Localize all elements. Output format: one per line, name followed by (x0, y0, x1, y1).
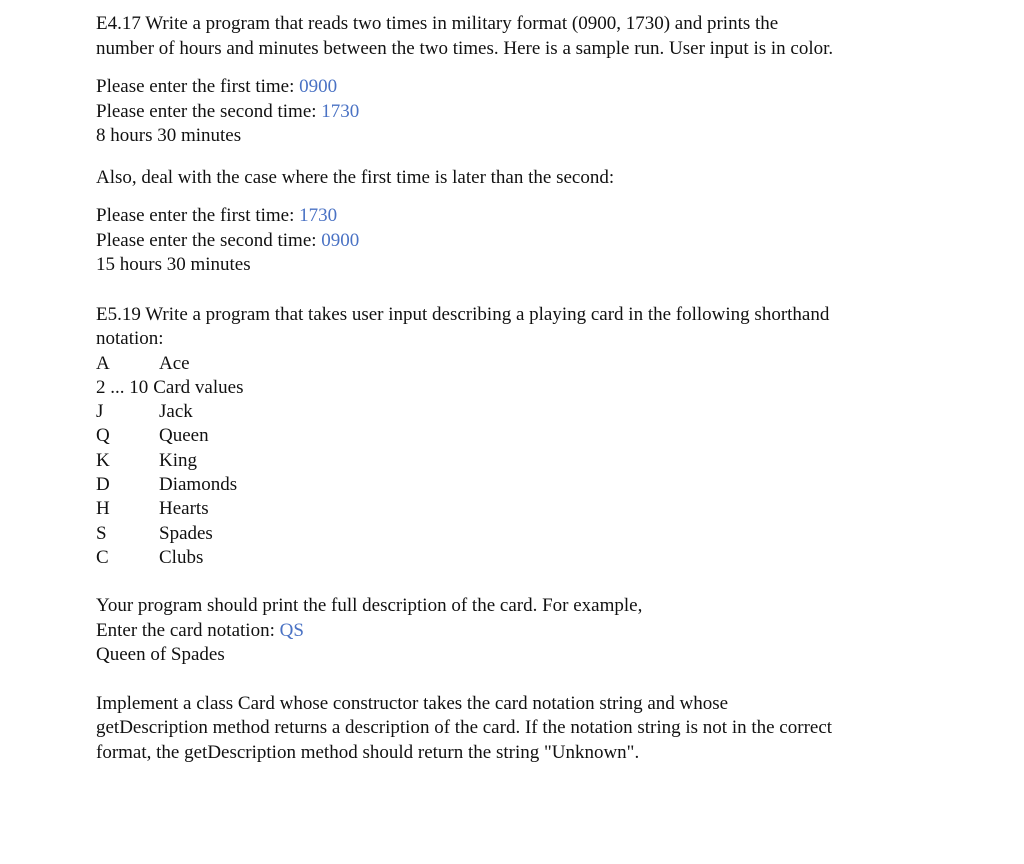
notation-row (96, 424, 956, 448)
notation-key: J (96, 401, 104, 423)
exercise-e5-19 (96, 303, 956, 766)
notation-row (96, 376, 956, 400)
example-prompt (96, 619, 956, 644)
sample-run-1 (96, 75, 956, 149)
document-page (96, 12, 956, 765)
notation-key: D (96, 473, 110, 495)
notation-meaning: Card values (153, 376, 244, 398)
run1-second-label: Please enter the second time: (96, 100, 322, 122)
notation-meaning: Jack (159, 401, 193, 423)
run1-first-label: Please enter the first time: (96, 76, 300, 97)
e519-prompt-line-1: E5.19 Write a program that takes user input describing a playing card in the following shorthand (96, 303, 830, 325)
notation-key: 2 ... 10 (96, 376, 149, 398)
notation-row (96, 449, 956, 473)
example-label: Enter the card notation: (96, 619, 280, 641)
notation-key: S (96, 522, 107, 544)
notation-row (96, 473, 956, 497)
notation-meaning: Diamonds (159, 473, 238, 495)
run1-second-input: 1730 (321, 100, 360, 122)
e417-prompt-line-1: E4.17 Write a program that reads two times in military format (0900, 1730) and prints the (96, 13, 779, 34)
notation-row (96, 522, 956, 546)
notation-table (96, 352, 956, 571)
run2-first-prompt (96, 204, 956, 229)
example-intro: Your program should print the full description of the card. For example, (96, 595, 643, 617)
impl-line-3: format, the getDescription method should return the string "Unknown". (96, 741, 640, 763)
notation-row (96, 400, 956, 424)
also-text: Also, deal with the case where the first time is later than the second: (96, 166, 615, 188)
run2-second-input: 0900 (321, 229, 360, 251)
notation-row (96, 352, 956, 376)
e519-prompt-line-2: notation: (96, 328, 164, 349)
notation-row (96, 546, 956, 570)
notation-meaning: Hearts (159, 498, 209, 520)
run2-second-label: Please enter the second time: (96, 229, 322, 251)
notation-meaning: Spades (159, 522, 213, 544)
notation-meaning: Ace (159, 352, 190, 374)
notation-key: Q (96, 425, 110, 447)
e417-prompt-line-2: number of hours and minutes between the two times. Here is a sample run. User input is in color. (96, 37, 834, 59)
notation-key: H (96, 498, 110, 520)
sample-run-2 (96, 204, 956, 278)
run1-first-input: 0900 (299, 76, 338, 97)
run1-result: 8 hours 30 minutes (96, 125, 242, 146)
notation-meaning: King (159, 449, 197, 471)
impl-line-2: getDescription method returns a description of the card. If the notation string is not in the correct (96, 717, 833, 739)
notation-key: K (96, 449, 110, 471)
run1-first-prompt (96, 75, 956, 100)
example-result: Queen of Spades (96, 644, 225, 666)
example-input: QS (279, 619, 304, 641)
run1-second-prompt (96, 100, 956, 125)
run2-first-label: Please enter the first time: (96, 205, 300, 226)
run2-result: 15 hours 30 minutes (96, 254, 251, 275)
notation-row (96, 497, 956, 521)
exercise-e4-17 (96, 12, 956, 278)
notation-meaning: Queen (159, 425, 209, 447)
notation-key: A (96, 352, 110, 374)
run2-second-prompt (96, 229, 956, 254)
run2-first-input: 1730 (299, 205, 338, 226)
impl-line-1: Implement a class Card whose constructor takes the card notation string and whose (96, 692, 729, 714)
notation-key: C (96, 546, 109, 568)
notation-meaning: Clubs (159, 546, 204, 568)
